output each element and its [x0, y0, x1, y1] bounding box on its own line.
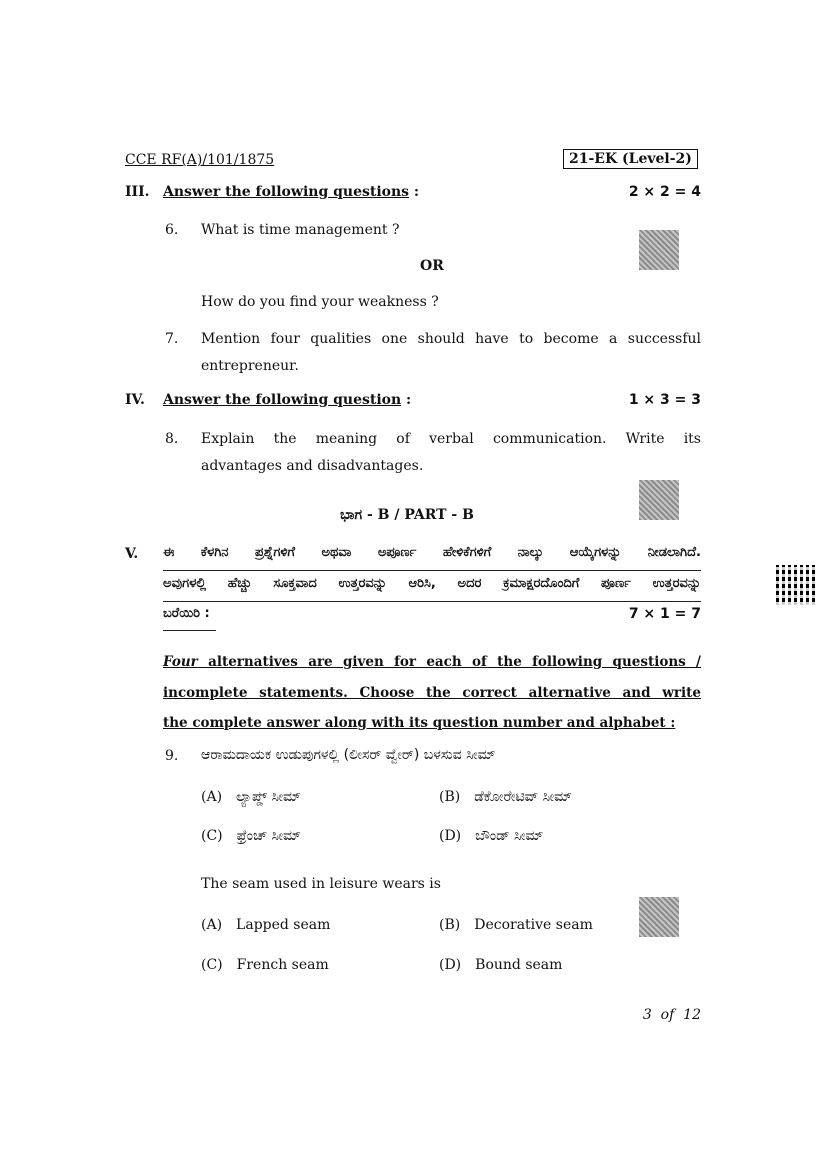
section-4-title: Answer the following question	[163, 392, 402, 408]
en-line1-text: alternatives are given for each of the following questions /	[197, 654, 701, 670]
option-text: Decorative seam	[474, 917, 593, 933]
option-text: ಡೆಕೋರೇಟಿವ್ ಸೀಮ್	[474, 789, 572, 805]
option-label: (B)	[439, 789, 461, 805]
section-5-en-line2: incomplete statements. Choose the correct alternative and write	[163, 685, 701, 701]
section-5-kn-line1: ಈ ಕೆಳಗಿನ ಪ್ರಶ್ನೆಗಳಿಗೆ ಅಥವಾ ಅಪೂರ್ಣ ಹೇಳಿಕೆಗಳಿಗೆ ನಾಲ್ಕು ಆಯ್ಕೆಗಳನ್ನು ನೀಡಲಾಗಿದೆ.	[163, 545, 701, 560]
q9-en-option-a	[201, 917, 330, 933]
option-label: (D)	[439, 957, 462, 973]
q7-line2: entrepreneur.	[201, 358, 299, 374]
option-label: (D)	[439, 828, 462, 844]
section-4-marks: 1 × 3 = 3	[628, 392, 701, 408]
option-text: Lapped seam	[236, 917, 331, 933]
q9-en-option-b	[439, 917, 593, 933]
q8-line1: Explain the meaning of verbal communication. Write its	[201, 431, 701, 447]
q9-en-option-c	[201, 957, 329, 973]
q9-kn-option-d	[439, 828, 543, 844]
q8-number: 8.	[165, 431, 179, 447]
section-3-title: Answer the following questions	[163, 184, 410, 200]
q6-alt-text: How do you find your weakness ?	[201, 294, 439, 310]
page-number: 3 of 12	[642, 1007, 701, 1023]
q6-number: 6.	[165, 222, 179, 238]
option-text: French seam	[236, 957, 329, 973]
q9-en-option-d	[439, 957, 562, 973]
option-text: Bound seam	[475, 957, 563, 973]
section-5-kn-line3: ಬರೆಯಿರಿ :	[163, 606, 210, 621]
option-label: (C)	[201, 957, 223, 973]
qr-noise-icon	[639, 230, 679, 270]
q9-kn-option-a	[201, 789, 301, 805]
q8-line2: advantages and disadvantages.	[201, 458, 424, 474]
q9-kn-option-c	[201, 828, 301, 844]
section-5-marks: 7 × 1 = 7	[628, 606, 701, 622]
paper-level-box: 21-EK (Level-2)	[563, 149, 698, 169]
option-text: ಲ್ಯಾಪ್ಡ್ ಸೀಮ್	[236, 789, 301, 805]
option-label: (A)	[201, 789, 223, 805]
option-label: (C)	[201, 828, 223, 844]
section-3-marks: 2 × 2 = 4	[628, 184, 701, 200]
section-4-number: IV.	[125, 392, 145, 408]
q9-number: 9.	[165, 748, 179, 764]
paper-code: CCE RF(A)/101/1875	[125, 152, 275, 168]
emphasis-four: Four	[163, 654, 198, 670]
option-label: (A)	[201, 917, 223, 933]
section-3-number: III.	[125, 184, 150, 200]
q9-kn-option-b	[439, 789, 572, 805]
q7-line1: Mention four qualities one should have to become a successful	[201, 331, 701, 347]
section-5-en-line1	[163, 654, 701, 670]
option-label: (B)	[439, 917, 461, 933]
section-5-kn-line2: ಅವುಗಳಲ್ಲಿ ಹೆಚ್ಚು ಸೂಕ್ತವಾದ ಉತ್ತರವನ್ನು ಆರಿಸಿ, ಅದರ ಕ್ರಮಾಕ್ಷರದೊಂದಿಗೆ ಪೂರ್ಣ ಉತ್ತರವನ್ನು	[163, 576, 701, 591]
colon: :	[406, 392, 412, 408]
q7-number: 7.	[165, 331, 179, 347]
qr-code-icon	[776, 565, 816, 605]
section-5-number: V.	[125, 546, 139, 562]
q6-text: What is time management ?	[201, 222, 400, 238]
or-label: OR	[420, 258, 444, 274]
colon: :	[413, 184, 420, 200]
q9-en-text: The seam used in leisure wears is	[201, 876, 441, 892]
qr-noise-icon	[639, 480, 679, 520]
option-text: ಬೌಂಡ್ ಸೀಮ್	[475, 828, 544, 844]
qr-noise-icon	[639, 897, 679, 937]
section-5-en-line3: the complete answer along with its question number and alphabet :	[163, 715, 676, 731]
q9-kn-text: ಆರಾಮದಾಯಕ ಉಡುಪುಗಳಲ್ಲಿ (ಲೀಸರ್ ವ್ವೇರ್) ಬಳಸುವ ಸೀಮ್	[201, 747, 496, 763]
part-b-heading: ಭಾಗ - B / PART - B	[340, 507, 474, 523]
option-text: ಫ್ರೆಂಚ್ ಸೀಮ್	[236, 828, 301, 844]
